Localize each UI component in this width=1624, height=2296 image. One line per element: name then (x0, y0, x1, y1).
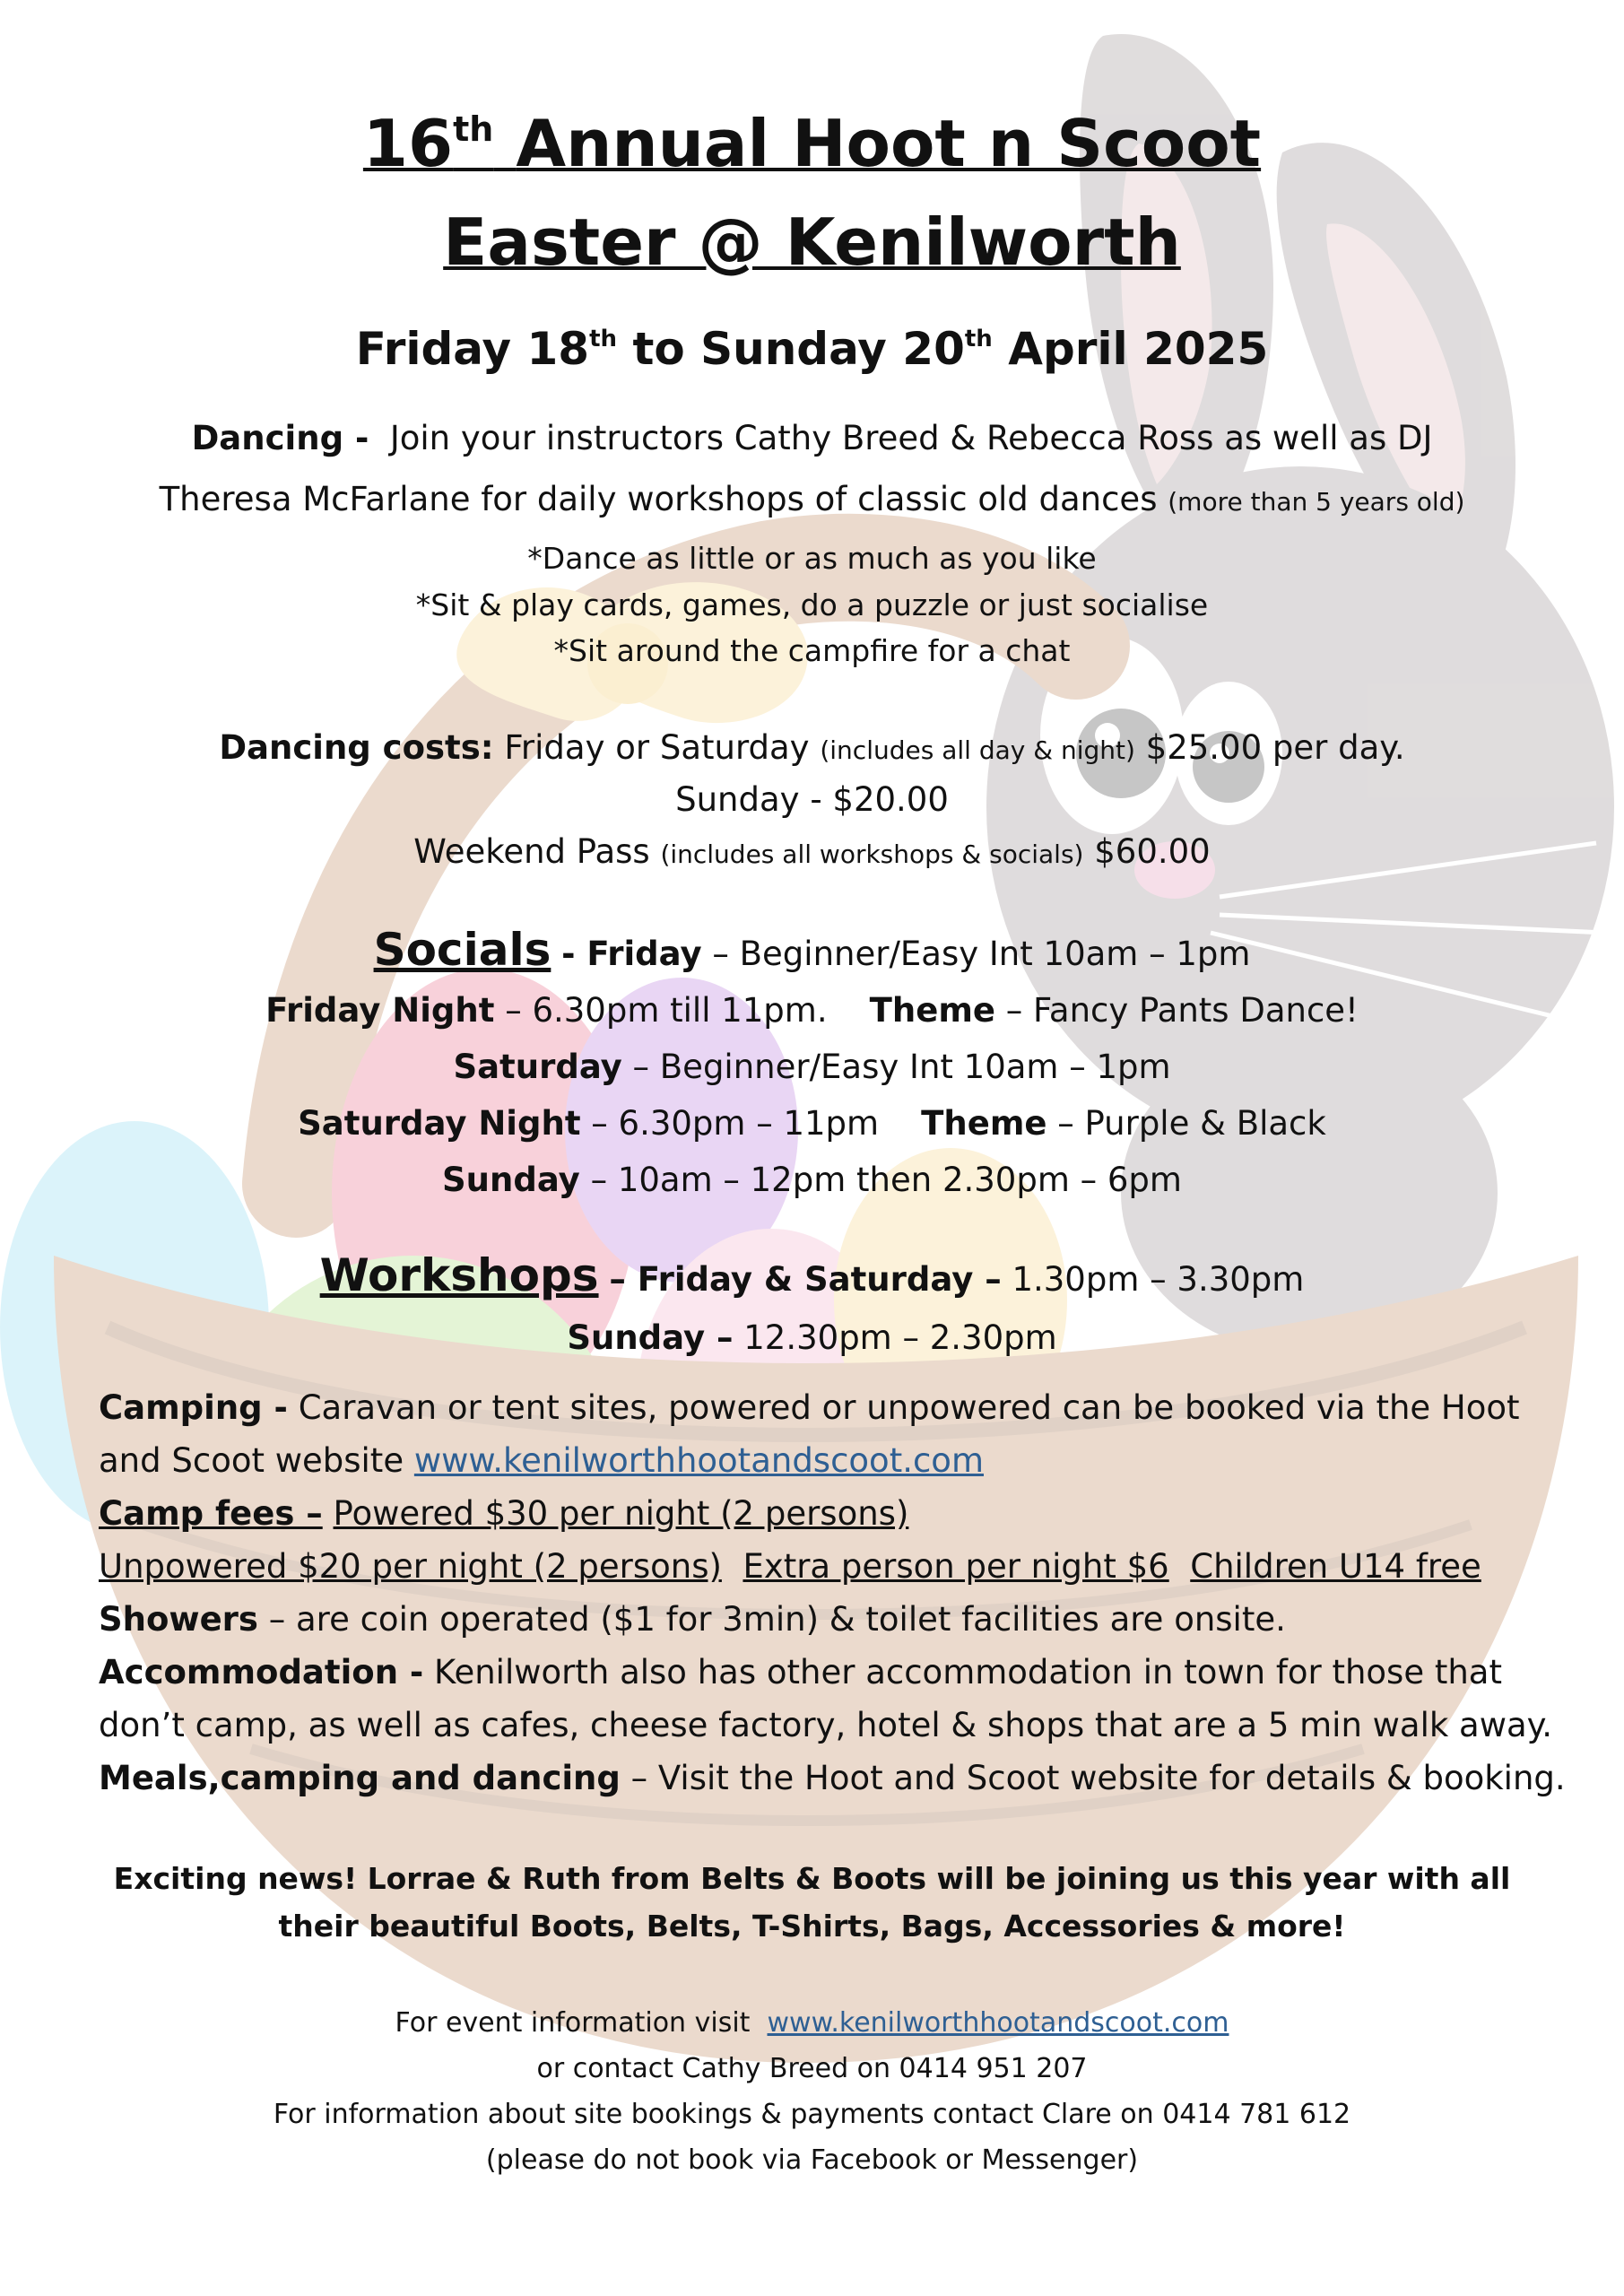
costs-weekend: Weekend Pass (413, 832, 650, 871)
costs-weekend-price: $60.00 (1094, 832, 1211, 871)
socials-row-5 (0, 1161, 1624, 1199)
socials-row-1 (0, 924, 1624, 976)
contact-text-1: For event information visit (395, 2007, 751, 2039)
costs-line-1 (0, 728, 1624, 767)
dancing-bullet-3 (0, 633, 1624, 668)
accommodation-line-2 (99, 1706, 1552, 1744)
unpowered-fee: Unpowered $20 per night (2 persons) (99, 1547, 722, 1586)
bullet-text: *Dance as little or as much as you like (527, 541, 1097, 576)
socials-label: Sunday (442, 1161, 580, 1199)
contact-website-link[interactable]: www.kenilworthhootandscoot.com (767, 2007, 1229, 2039)
camping-text-2: and Scoot website (99, 1441, 404, 1480)
socials-label: Saturday Night (298, 1104, 581, 1143)
theme-label: Theme (869, 991, 995, 1030)
dancing-line-1 (0, 419, 1624, 457)
news-text-1: Exciting news! Lorrae & Ruth from Belts & Boots will be joining us this year with all (113, 1861, 1511, 1896)
contact-text-2: or contact Cathy Breed on 0414 951 207 (536, 2053, 1088, 2084)
camp-fees-line-2 (99, 1547, 1481, 1586)
socials-time: – 10am – 12pm then 2.30pm – 6pm (590, 1161, 1182, 1199)
camping-line-1 (99, 1388, 1520, 1427)
theme-text: – Fancy Pants Dance! (1005, 991, 1359, 1030)
contact-line-3 (0, 2099, 1624, 2130)
date-start: Friday 18 (355, 323, 590, 375)
socials-row-3 (0, 1048, 1624, 1086)
dancing-bullet-2 (0, 587, 1624, 622)
dancing-text-1: Join your instructors Cathy Breed & Rebecca Ross as well as DJ (389, 419, 1433, 457)
camping-line-2 (99, 1441, 984, 1480)
title-number: 16 (362, 106, 454, 181)
date-end: to Sunday 20 (632, 323, 965, 375)
title-subtitle: Easter @ Kenilworth (443, 204, 1181, 280)
date-start-sup: th (589, 326, 618, 352)
workshops-label: – Friday & Saturday – (609, 1260, 1002, 1299)
news-text-2: their beautiful Boots, Belts, T-Shirts, Bags, Accessories & more! (278, 1909, 1346, 1944)
workshops-time: 12.30pm – 2.30pm (743, 1318, 1057, 1357)
accommodation-text-2: don’t camp, as well as cafes, cheese factory, hotel & shops that are a 5 min walk away. (99, 1706, 1553, 1744)
showers-label: Showers (99, 1600, 258, 1639)
theme-label: Theme (921, 1104, 1047, 1143)
socials-label: Friday Night (265, 991, 495, 1030)
contact-line-1 (0, 2007, 1624, 2039)
contact-text-4: (please do not book via Facebook or Messenger) (485, 2144, 1139, 2176)
news-line-1 (0, 1861, 1624, 1896)
costs-price: $25.00 per day. (1145, 728, 1405, 767)
socials-time: – 6.30pm till 11pm. (505, 991, 828, 1030)
socials-row-4 (0, 1104, 1624, 1143)
bullet-text: *Sit around the campfire for a chat (553, 633, 1071, 668)
costs-sunday: Sunday - $20.00 (675, 780, 949, 819)
date-month-year: April 2025 (1008, 323, 1269, 375)
costs-friday-saturday: Friday or Saturday (504, 728, 810, 767)
title-line-2 (0, 204, 1624, 280)
title-line-1 (0, 106, 1624, 181)
socials-label: Saturday (453, 1048, 622, 1086)
extra-person-fee: Extra person per night $6 (743, 1547, 1169, 1586)
contact-line-4 (0, 2144, 1624, 2176)
costs-line-3 (0, 832, 1624, 871)
dancing-bullet-1 (0, 541, 1624, 576)
workshops-time: 1.30pm – 3.30pm (1012, 1260, 1305, 1299)
accommodation-line-1 (99, 1653, 1502, 1692)
children-fee: Children U14 free (1190, 1547, 1481, 1586)
website-link[interactable]: www.kenilworthhootandscoot.com (413, 1441, 984, 1480)
meals-label: Meals,camping and dancing (99, 1759, 621, 1797)
costs-weekend-note: (includes all workshops & socials) (660, 839, 1084, 869)
dancing-line-2 (0, 480, 1624, 518)
socials-time: – 6.30pm – 11pm (591, 1104, 880, 1143)
socials-heading: Socials (373, 924, 551, 976)
workshops-row-1 (0, 1249, 1624, 1301)
dancing-label: Dancing - (191, 419, 369, 457)
meals-text: – Visit the Hoot and Scoot website for details & booking. (630, 1759, 1566, 1797)
dancing-note: (more than 5 years old) (1168, 487, 1465, 517)
dancing-text-2: Theresa McFarlane for daily workshops of classic old dances (159, 480, 1158, 518)
camp-fees-line (99, 1494, 908, 1533)
socials-label: - Friday (561, 935, 702, 973)
title-text: Annual Hoot n Scoot (516, 106, 1262, 181)
socials-row-2 (0, 991, 1624, 1030)
costs-label: Dancing costs: (219, 728, 494, 767)
showers-line (99, 1600, 1286, 1639)
workshops-row-2 (0, 1318, 1624, 1357)
camp-fees-text: Powered $30 per night (2 persons) (333, 1494, 909, 1533)
camping-label: Camping - (99, 1388, 288, 1427)
bullet-text: *Sit & play cards, games, do a puzzle or just socialise (415, 587, 1209, 622)
accommodation-label: Accommodation - (99, 1653, 424, 1692)
camping-text: Caravan or tent sites, powered or unpowered can be booked via the Hoot (298, 1388, 1520, 1427)
title-superscript: th (453, 109, 494, 149)
event-date (0, 323, 1624, 375)
contact-line-2 (0, 2053, 1624, 2084)
costs-note: (includes all day & night) (820, 735, 1135, 765)
camp-fees-label: Camp fees – (99, 1494, 323, 1533)
theme-text: – Purple & Black (1057, 1104, 1326, 1143)
workshops-label: Sunday – (567, 1318, 734, 1357)
date-end-sup: th (964, 326, 993, 352)
contact-text-3: For information about site bookings & payments contact Clare on 0414 781 612 (273, 2099, 1351, 2130)
meals-line (99, 1759, 1566, 1797)
showers-text: – are coin operated ($1 for 3min) & toilet facilities are onsite. (268, 1600, 1286, 1639)
accommodation-text: Kenilworth also has other accommodation in town for those that (434, 1653, 1502, 1692)
news-line-2 (0, 1909, 1624, 1944)
socials-time: – Beginner/Easy Int 10am – 1pm (712, 935, 1251, 973)
costs-line-2 (0, 780, 1624, 819)
socials-time: – Beginner/Easy Int 10am – 1pm (632, 1048, 1171, 1086)
workshops-heading: Workshops (319, 1249, 599, 1301)
